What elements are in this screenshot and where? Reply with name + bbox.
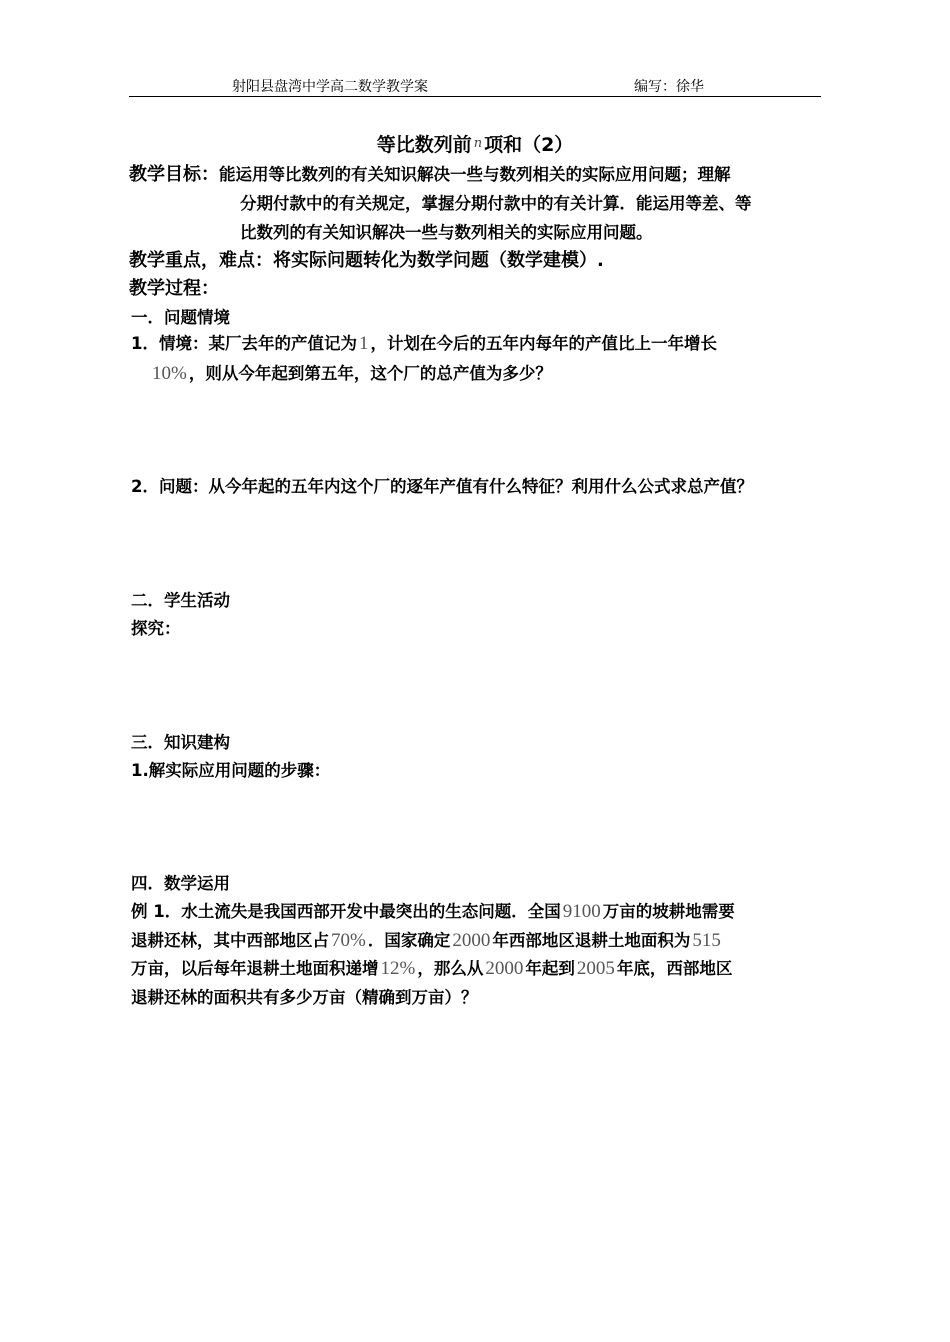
section1-item1-line2 xyxy=(150,363,552,385)
section4-heading: 四．数学运用 xyxy=(131,874,230,893)
item1-text-a: 1．情境：某厂去年的产值记为 xyxy=(131,334,357,353)
example1-text-h: 年起到 xyxy=(525,959,575,978)
example1-line2 xyxy=(131,930,723,952)
page-title xyxy=(0,130,950,157)
example1-number-1: 9100 xyxy=(562,901,601,922)
goals-line-1 xyxy=(129,164,731,186)
title-post: 项和（2） xyxy=(484,134,574,156)
example1-number-6: 2000 xyxy=(485,958,524,979)
key-points: 教学重点，难点：将实际问题转化为数学问题（数学建模）. xyxy=(129,250,604,271)
section3-sub: 1.解实际应用问题的步骤： xyxy=(131,761,331,780)
example1-text-b: 万亩的坡耕地需要 xyxy=(602,902,735,921)
example1-line4: 退耕还林的面积共有多少万亩（精确到万亩）？ xyxy=(131,988,478,1007)
example1-number-7: 2005 xyxy=(576,958,615,979)
example1-number-5: 12% xyxy=(380,958,416,979)
section2-sub: 探究： xyxy=(131,619,181,638)
title-variable: n xyxy=(473,136,483,151)
section1-heading: 一．问题情境 xyxy=(131,308,230,327)
goals-text-1: 能运用等比数列的有关知识解决一些与数列相关的实际应用问题；理解 xyxy=(219,165,731,184)
example1-number-2: 70% xyxy=(331,930,366,951)
title-pre: 等比数列前 xyxy=(376,134,472,156)
goals-label: 教学目标： xyxy=(129,164,219,185)
example1-line3 xyxy=(131,958,732,980)
header-school: 射阳县盘湾中学高二数学教学案 xyxy=(232,79,428,95)
process-heading: 教学过程： xyxy=(129,278,219,299)
item1-number-2: 10% xyxy=(152,363,187,384)
item1-number-1: 1 xyxy=(358,333,369,354)
example1-text-a: 例 1．水土流失是我国西部开发中最突出的生态问题．全国 xyxy=(131,902,561,921)
example1-number-3: 2000 xyxy=(452,930,491,951)
example1-text-g: ，那么从 xyxy=(417,959,484,978)
example1-number-4: 515 xyxy=(692,930,721,951)
section1-item1-line1 xyxy=(131,333,717,355)
header-author: 编写：徐华 xyxy=(634,79,704,95)
example1-text-i: 年底，西部地区 xyxy=(616,959,733,978)
page-header xyxy=(129,76,821,97)
example1-text-d: ．国家确定 xyxy=(367,931,451,950)
goals-line-2: 分期付款中的有关规定，掌握分期付款中的有关计算．能运用等差、等 xyxy=(240,194,752,213)
example1-line1 xyxy=(131,901,735,923)
section3-heading: 三．知识建构 xyxy=(131,733,230,752)
section1-item2: 2．问题：从今年起的五年内这个厂的逐年产值有什么特征？利用什么公式求总产值？ xyxy=(131,477,753,496)
item1-text-b: ，计划在今后的五年内每年的产值比上一年增长 xyxy=(370,334,717,353)
example1-text-f: 万亩，以后每年退耕土地面积递增 xyxy=(131,959,379,978)
goals-line-3: 比数列的有关知识解决一些与数列相关的实际应用问题。 xyxy=(240,223,653,242)
example1-text-c: 退耕还林，其中西部地区占 xyxy=(131,931,329,950)
section2-heading: 二．学生活动 xyxy=(131,591,230,610)
item1-text-c: ，则从今年起到第五年，这个厂的总产值为多少？ xyxy=(188,364,552,383)
example1-text-e: 年西部地区退耕土地面积为 xyxy=(492,931,691,950)
